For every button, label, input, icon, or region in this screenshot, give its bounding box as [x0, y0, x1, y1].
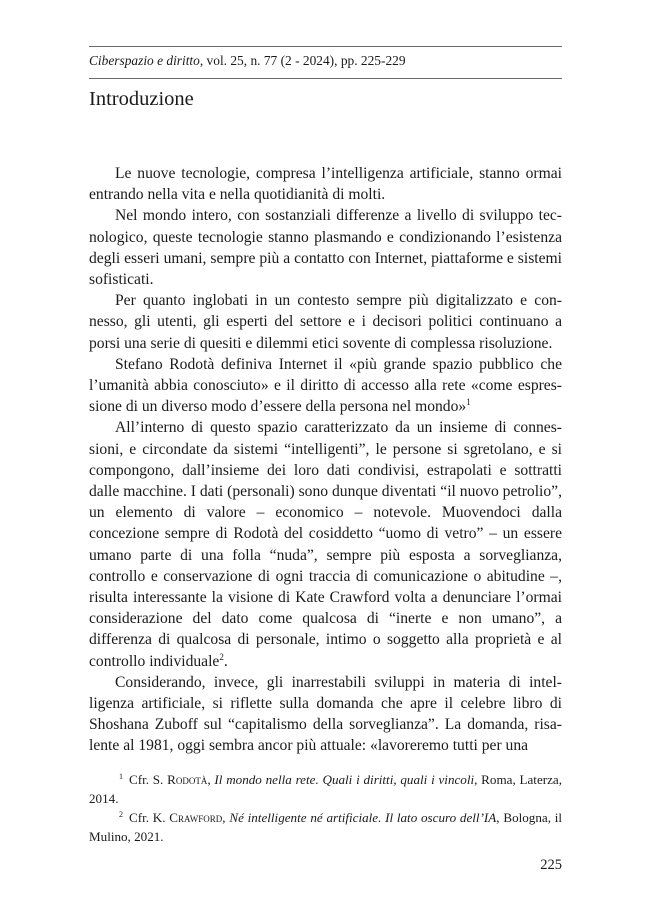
footnote-ref-1[interactable]: 1	[466, 397, 471, 408]
footnote-1-number: 1	[119, 771, 123, 781]
journal-details: , vol. 25, n. 77 (2 - 2024), pp. 225-229	[199, 53, 406, 68]
paragraph-1: Le nuove tecnologie, compresa l’intelligenza artificiale, stanno ormai entrando nella vita e nella quotidianità di molti.	[89, 165, 562, 204]
paragraph-5-text: All’interno di questo spazio caratterizzato da un insieme di connessioni, e circondate da sistemi “intelligenti”, le persone si sgretolano, e si compongono, dall’insieme dei loro dati condivisi, estrapolati e sottratti dalle macchine. I dati (personali) sono dunque diventati “il nuovo petrolio”, un elemento di valore – economico – notevole. Muovendoci dalla concezione sempre di Rodotà del cosiddetto “uomo di vetro” – un essere umano parte di una folla “nuda”, sempre più esposta a sorveglianza, controllo e conservazione di ogni traccia di comunicazione o abitudine –, risulta interessante la visione di Kate Crawford volta a denunciare l’ormai considerazione del dato come qualcosa di “inerte e non umano”, a differenza di qualcosa di personale, intimo o soggetto alla proprietà e al controllo individuale	[89, 419, 562, 670]
footnote-1-prefix: Cfr. S.	[129, 772, 168, 787]
footnote-2-number: 2	[119, 809, 123, 819]
header-bottom-rule	[89, 78, 562, 79]
footnote-1-author: Rodotà	[167, 772, 208, 787]
footnote-2-sep: ,	[222, 810, 230, 825]
footnotes	[89, 770, 562, 846]
paragraph-5	[89, 417, 562, 671]
footnote-1-sep: ,	[207, 772, 215, 787]
footnote-2-author: Crawford	[169, 810, 223, 825]
footnote-2	[89, 808, 562, 846]
running-head	[89, 52, 562, 70]
footnote-2-title: Né intelligente né artificiale. Il lato oscuro dell’IA	[229, 810, 497, 825]
footnote-2-rest: , Bologna, il Mulino, 2021.	[89, 810, 563, 844]
paragraph-2: Nel mondo intero, con sostanziali differenze a livello di sviluppo tecnologico, queste tecnologie stanno plasmando e condizionando l’esistenza degli esseri umani, sempre più a contatto con Internet, piattaforme e sistemi sofisticati.	[89, 207, 562, 289]
page-number: 225	[540, 857, 562, 873]
journal-name: Ciberspazio e diritto	[89, 53, 200, 68]
footnote-2-prefix: Cfr. K.	[129, 810, 170, 825]
section-title: Introduzione	[89, 88, 194, 110]
paragraph-5-end: .	[223, 652, 228, 670]
page	[89, 0, 562, 922]
paragraph-4-text: Stefano Rodotà definiva Internet il «più grande spazio pubblico che l’umanità abbia conosciuto» e il diritto di accesso alla rete «come espressione di un diverso modo d’essere della persona nel mondo»	[89, 355, 562, 416]
footnote-1-rest: , Roma, Laterza, 2014.	[89, 772, 563, 806]
paragraph-4	[89, 354, 562, 418]
body-text	[89, 163, 562, 757]
header-top-rule	[89, 46, 562, 47]
footnote-1	[89, 770, 562, 808]
footnote-1-title: Il mondo nella rete. Quali i diritti, quali i vincoli	[214, 772, 475, 787]
paragraph-6: Considerando, invece, gli inarrestabili sviluppi in materia di intelligenza artificiale, si riflette sulla domanda che apre il celebre libro di Shoshana Zuboff sul “capitalismo della sorveglianza”. La domanda, risalente al 1981, oggi sembra ancor più attuale: «lavoreremo tutti per una	[89, 673, 562, 755]
paragraph-3: Per quanto inglobati in un contesto sempre più digitalizzato e connesso, gli utenti, gli esperti del settore e i decisori politici continuano a porsi una serie di quesiti e dilemmi etici sovente di complessa risoluzione.	[89, 292, 562, 352]
footnote-ref-2[interactable]: 2	[219, 651, 224, 662]
